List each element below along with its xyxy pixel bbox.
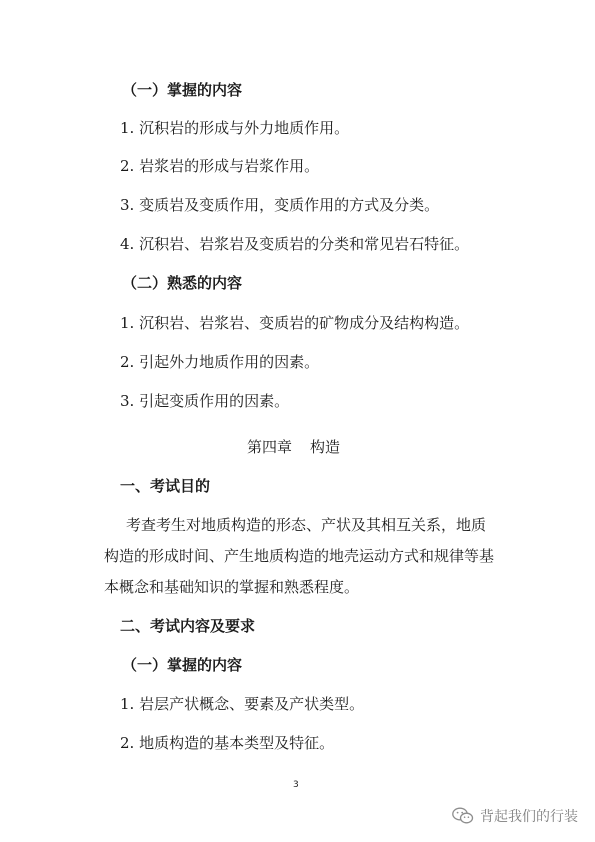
list-item: 3. 引起变质作用的因素。: [120, 392, 290, 410]
section-heading-mastery: （一）掌握的内容: [122, 81, 243, 99]
page-number: 3: [293, 780, 299, 790]
list-item: 2. 地质构造的基本类型及特征。: [120, 734, 335, 752]
section-heading-familiar: （二）熟悉的内容: [122, 274, 243, 292]
paragraph-line: 构造的形成时间、产生地质构造的地壳运动方式和规律等基: [104, 547, 495, 565]
list-item: 4. 沉积岩、岩浆岩及变质岩的分类和常见岩石特征。: [120, 235, 470, 253]
watermark-text: 背起我们的行装: [480, 809, 578, 825]
exam-content-heading: 二、考试内容及要求: [120, 617, 256, 635]
chapter-number: 第四章: [247, 438, 293, 456]
list-item: 3. 变质岩及变质作用，变质作用的方式及分类。: [120, 196, 440, 214]
chapter-title: [247, 437, 340, 457]
list-item: 2. 岩浆岩的形成与岩浆作用。: [120, 157, 320, 175]
paragraph-line: 本概念和基础知识的掌握和熟悉程度。: [104, 578, 360, 596]
paragraph-line: 考查考生对地质构造的形态、产状及其相互关系，地质: [126, 516, 487, 534]
chapter-name: 构造: [310, 438, 341, 456]
list-item: 1. 岩层产状概念、要素及产状类型。: [120, 695, 365, 713]
watermark: [452, 805, 578, 827]
wechat-icon: [452, 807, 474, 825]
exam-goal-heading: 一、考试目的: [120, 477, 211, 495]
section-heading-mastery: （一）掌握的内容: [122, 656, 243, 674]
list-item: 2. 引起外力地质作用的因素。: [120, 353, 320, 371]
list-item: 1. 沉积岩的形成与外力地质作用。: [120, 119, 350, 137]
list-item: 1. 沉积岩、岩浆岩、变质岩的矿物成分及结构构造。: [120, 314, 470, 332]
